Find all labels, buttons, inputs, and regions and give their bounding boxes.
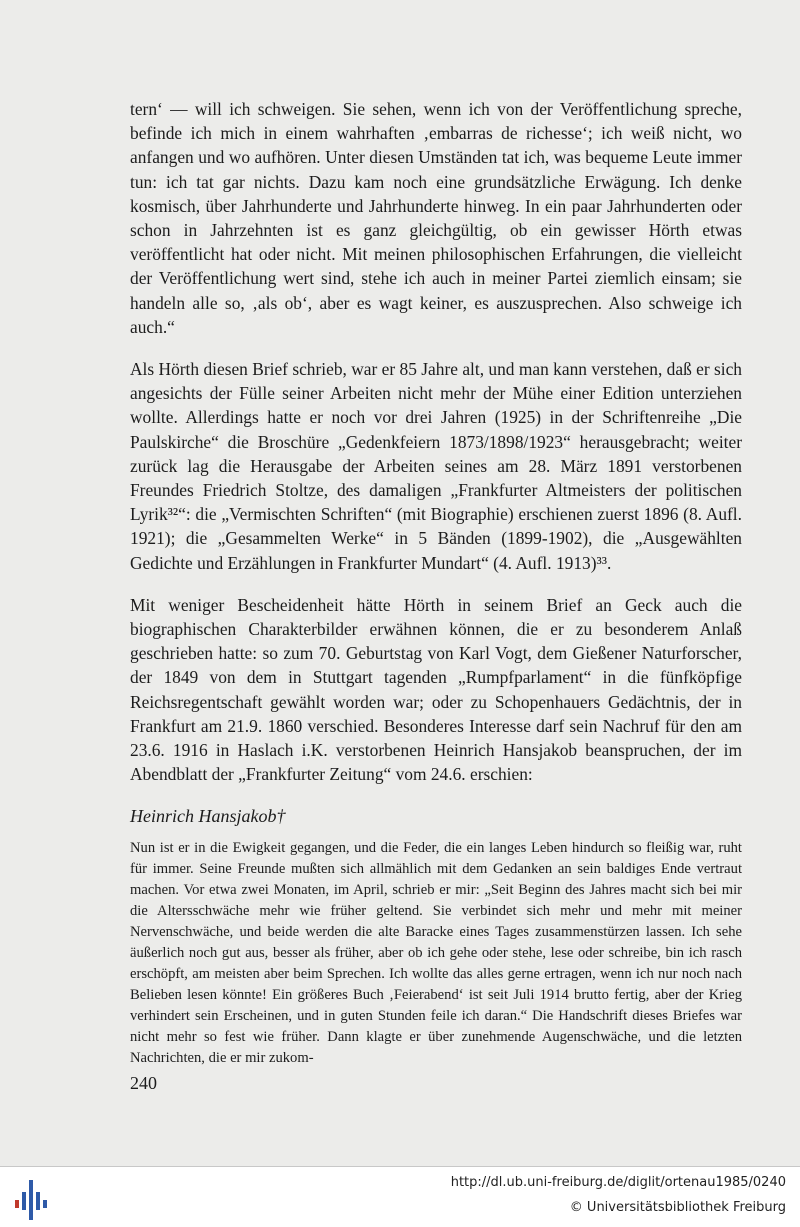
section-heading: Heinrich Hansjakob†	[130, 806, 286, 827]
paragraph-3: Mit weniger Bescheidenheit hätte Hörth in seinem Brief an Geck auch die biographischen Charakterbilder erwähnen können, die er zu besonderem Anlaß geschrieben hatte: so zum 70. Geburtstag von Karl Vogt, dem Gießener Naturforscher, der 1849 von dem in Stuttgart tagenden „Rumpfparlament“ in die fünfköpfige Reichsregentschaft gewählt worden war; oder zu Schopenhauers Gedächtnis, der in Frankfurt am 21.9. 1860 verschied. Besonderes Interesse darf sein Nachruf für den am 23.6. 1916 in Haslach i.K. verstorbenen Heinrich Hansjakob beanspruchen, der im Abendblatt der „Frankfurter Zeitung“ vom 24.6. erschien:	[130, 594, 742, 785]
paragraph-1: tern‘ — will ich schweigen. Sie sehen, wenn ich von der Veröffentlichung spreche, befinde ich mich in einem wahrhaften ‚embarras de richesse‘; ich weiß nicht, wo anfangen und wo aufhören. Unter diesen Umständen tat ich, was bequeme Leute immer tun: ich tat gar nichts. Dazu kam noch eine grundsätzliche Erwägung. Ich denke kosmisch, über Jahrhunderte und Jahrhunderte hinweg. In ein paar Jahrhunderten oder schon in Jahrzehnten ist es ganz gleichgültig, ob ein gewisser Hörth etwas veröffentlicht hat oder nicht. Mit meinen philosophischen Erfahrungen, die vielleicht der Veröffentlichung wert sind, stehe ich auch in meiner Partei ziemlich einsam; sie handeln alle so, ‚als ob‘, aber es wagt keiner, es auszusprechen. Also schweige ich auch.“	[130, 99, 742, 337]
ub-freiburg-logo-icon	[14, 1180, 48, 1220]
page-number: 240	[130, 1073, 157, 1093]
paragraph-2: Als Hörth diesen Brief schrieb, war er 85 Jahre alt, und man kann verstehen, daß er sich angesichts der Fülle seiner Arbeiten nicht mehr der Mühe einer Edition unterziehen wollte. Allerdings hatte er noch vor drei Jahren (1925) in der Schriftenreihe „Die Paulskirche“ die Broschüre „Gedenkfeiern 1873/1898/1923“ herausgebracht; weiter zurück lag die Herausgabe der Arbeiten seines am 28. März 1891 verstorbenen Freundes Friedrich Stoltze, des damaligen „Frankfurter Altmeisters der politischen Lyrik³²“: die „Vermischten Schriften“ (mit Biographie) erschienen zuerst 1896 (8. Aufl. 1921); die „Gesammelten Werke“ in 5 Bänden (1899-1902), die „Ausgewählten Gedichte und Erzählungen in Frankfurter Mundart“ (4. Aufl. 1913)³³.	[130, 359, 742, 573]
document-url-link[interactable]: http://dl.ub.uni-freiburg.de/diglit/ortenau1985/0240	[450, 1175, 786, 1190]
copyright-notice: © Universitätsbibliothek Freiburg	[569, 1200, 786, 1215]
page-content	[130, 97, 742, 1069]
obituary-paragraph: Nun ist er in die Ewigkeit gegangen, und die Feder, die ein langes Leben hindurch so fleißig war, ruht für immer. Seine Freunde mußten sich allmählich mit dem Gedanken an sein baldiges Ende vertraut machen. Vor etwa zwei Monaten, im April, schrieb er mir: „Seit Beginn des Jahres macht sich bei mir die Altersschwäche mehr wie früher geltend. Sie verbindet sich mehr und mehr mit meiner Nervenschwäche, und beide werden die alte Baracke eines Tages zusammenstürzen lassen. Ich sehe äußerlich noch gut aus, besser als früher, aber ob ich gehe oder stehe, lese oder schreibe, bin ich rasch erschöpft, am meisten aber beim Sprechen. Ich wollte das alles gerne ertragen, wenn ich nur noch nach Belieben lesen könnte! Ein größeres Buch ‚Feierabend‘ ist seit Juli 1914 brutto fertig, aber der Krieg verhindert sein Erscheinen, und in guten Stunden feile ich daran.“ Die Handschrift dieses Briefes war nicht mehr so fest wie früher. Dann klagte er über zunehmende Augenschwäche, und die letzten Nachrichten, die er mir zukom-	[130, 840, 742, 1067]
viewer-footer	[0, 1166, 800, 1227]
